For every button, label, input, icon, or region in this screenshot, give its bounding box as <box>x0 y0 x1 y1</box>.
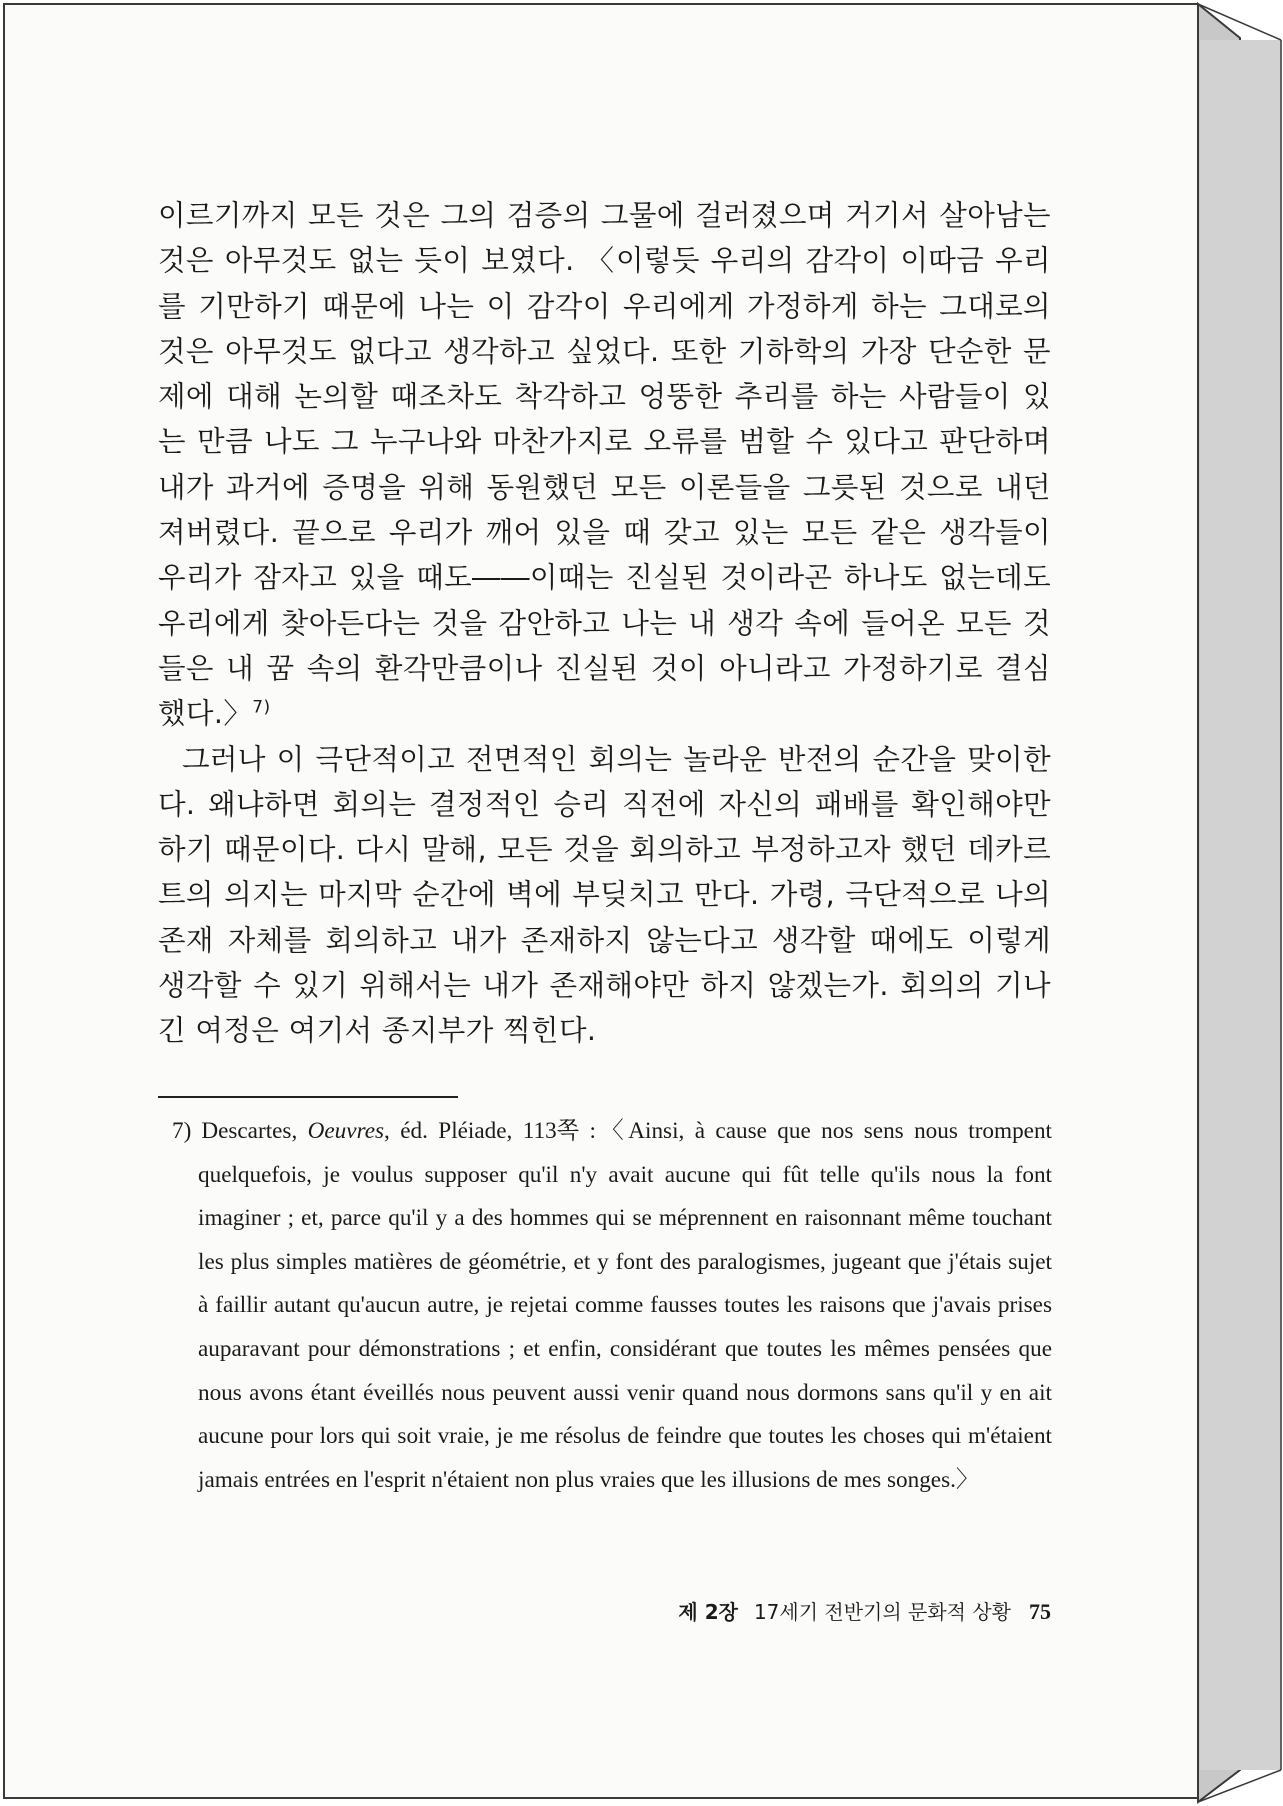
footnote <box>172 1110 1052 1502</box>
paragraph: 그러나 이 극단적이고 전면적인 회의는 놀라운 반전의 순간을 맞이한다. 왜냐하면 회의는 결정적인 승리 직전에 자신의 패배를 확인해야만 하기 때문이다. 다시 말해, 모든 것을 회의하고 부정하고자 했던 데카르트의 의지는 마지막 순간에 벽에 부딪치고 만다. 가령, 극단적으로 나의 존재 자체를 회의하고 내가 존재하지 않는다고 생각할 때에도 이렇게 생각할 수 있기 위해서는 내가 존재해야만 하지 않겠는가. 회의의 기나긴 여정은 여기서 종지부가 찍힌다. <box>158 742 1051 1048</box>
page-edge-face <box>1200 40 1281 1770</box>
paragraph <box>158 193 1051 737</box>
section-title: 17세기 전반기의 문화적 상황 <box>753 1600 1011 1624</box>
footnote-work-title: Oeuvres <box>307 1118 385 1144</box>
running-footer <box>606 1596 1051 1625</box>
footnote-quote: 〈Ainsi, à cause que nos sens nous trompent quelquefois, je voulus supposer qu'il n'y avait aucune qui fût telle qu'ils nous la font imaginer ; et, parce qu'il y a des hommes qui se méprennent en raisonnant même touchant les plus simples matières de géométrie, et y font des paralogismes, jugeant que j'étais sujet à faillir autant qu'aucun autre, je rejetai comme fausses toutes les raisons que j'avais prises auparavant pour démonstrations ; et enfin, considérant que toutes les mêmes pensées que nous avons étant éveillés nous peuvent aussi venir quand nous dormons sans qu'il y en ait aucune pour lors qui soit vraie, je me résolus de feindre que toutes les choses qui m'étaient jamais entrées en l'esprit n'étaient non plus vraies que les illusions de mes songes.〉 <box>198 1118 1052 1493</box>
footnote-edition: , éd. Pléiade, 113쪽 : <box>384 1118 596 1144</box>
footnote-reference[interactable]: 7) <box>252 697 271 718</box>
footnote-divider <box>158 1096 458 1098</box>
chapter-label: 제 2장 <box>678 1600 738 1624</box>
main-text <box>158 193 1051 1054</box>
footnote-body <box>172 1110 1052 1502</box>
footnote-source <box>201 1118 596 1144</box>
page-number: 75 <box>1029 1599 1051 1624</box>
footnote-number: 7) <box>172 1118 192 1144</box>
footnote-author: Descartes, <box>201 1118 298 1144</box>
paragraph-text: 이르기까지 모든 것은 그의 검증의 그물에 걸러졌으며 거기서 살아남는 것은 아무것도 없는 듯이 보였다. 〈이렇듯 우리의 감각이 이따금 우리를 기만하기 때문에 나는 이 감각이 우리에게 가정하게 하는 그대로의 것은 아무것도 없다고 생각하고 싶었다. 또한 기하학의 가장 단순한 문제에 대해 논의할 때조차도 착각하고 엉뚱한 추리를 하는 사람들이 있는 만큼 나도 그 누구나와 마찬가지로 오류를 범할 수 있다고 판단하며 내가 과거에 증명을 위해 동원했던 모든 이론들을 그릇된 것으로 내던져버렸다. 끝으로 우리가 깨어 있을 때 갖고 있는 모든 같은 생각들이 우리가 잠자고 있을 때도――이때는 진실된 것이라곤 하나도 없는데도 우리에게 찾아든다는 것을 감안하고 나는 내 생각 속에 들어온 모든 것들은 내 꿈 속의 환각만큼이나 진실된 것이 아니라고 가정하기로 결심했다.〉 <box>158 199 1051 731</box>
